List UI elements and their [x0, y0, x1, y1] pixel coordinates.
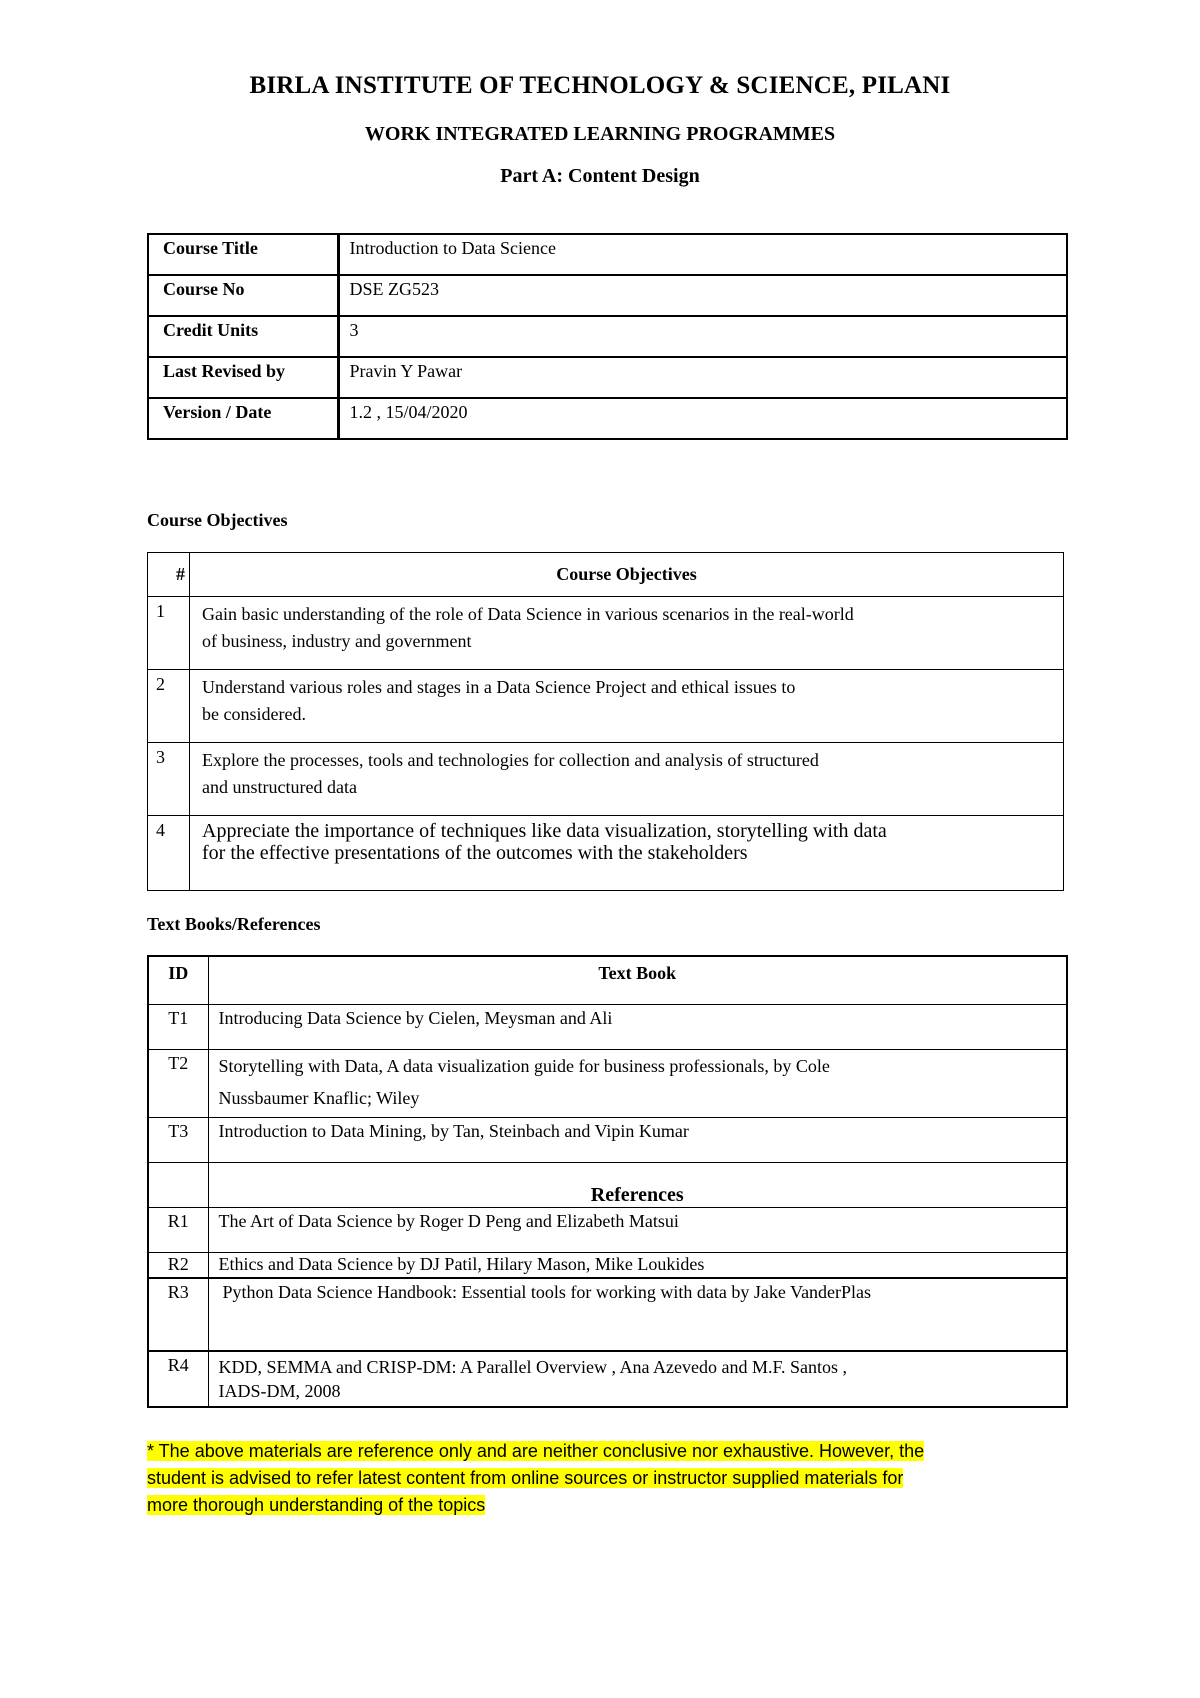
textbooks-heading: Text Books/References	[147, 914, 321, 934]
course-info-row	[148, 234, 1067, 275]
objective-line: and unstructured data	[202, 777, 357, 797]
reference-title: Ethics and Data Science by DJ Patil, Hilary Mason, Mike Loukides	[208, 1252, 1067, 1278]
book-title	[208, 1049, 1067, 1117]
last-revised-label: Last Revised by	[148, 357, 338, 398]
table-row	[148, 1351, 1067, 1407]
objective-line: for the effective presentations of the outcomes with the stakeholders	[202, 842, 748, 864]
table-row	[148, 597, 1064, 670]
objectives-table	[147, 552, 1064, 891]
objective-line: Gain basic understanding of the role of Data Science in various scenarios in the real-world	[202, 604, 854, 624]
note-line: more thorough understanding of the topics	[147, 1495, 486, 1515]
institute-title: BIRLA INSTITUTE OF TECHNOLOGY & SCIENCE, PILANI	[249, 72, 951, 99]
objective-line: Explore the processes, tools and technologies for collection and analysis of structured	[202, 750, 819, 770]
book-title: Introducing Data Science by Cielen, Meysman and Ali	[208, 1004, 1067, 1049]
reference-id: R1	[148, 1207, 208, 1252]
table-row	[148, 670, 1064, 743]
course-title-value: Introduction to Data Science	[338, 234, 1067, 275]
textbook-header: Text Book	[208, 956, 1067, 1004]
objective-text-header: Course Objectives	[190, 553, 1064, 597]
programme-title: WORK INTEGRATED LEARNING PROGRAMMES	[364, 123, 836, 145]
book-title: Introduction to Data Mining, by Tan, Steinbach and Vipin Kumar	[208, 1117, 1067, 1162]
references-header-row	[148, 1162, 1067, 1207]
objective-line: of business, industry and government	[202, 631, 472, 651]
table-row	[148, 816, 1064, 891]
reference-title	[208, 1351, 1067, 1407]
objective-line: Appreciate the importance of techniques like data visualization, storytelling with data	[202, 820, 887, 842]
last-revised-value: Pravin Y Pawar	[338, 357, 1067, 398]
credit-units-label: Credit Units	[148, 316, 338, 357]
objective-number: 2	[148, 670, 190, 743]
objective-number: 1	[148, 597, 190, 670]
table-row	[148, 1004, 1067, 1049]
note-line: student is advised to refer latest content from online sources or instructor supplied materials for	[147, 1468, 904, 1488]
course-info-row	[148, 398, 1067, 439]
objective-text	[190, 816, 1064, 891]
reference-title: Python Data Science Handbook: Essential tools for working with data by Jake VanderPlas	[208, 1278, 1067, 1351]
course-info-row	[148, 316, 1067, 357]
table-header-row	[148, 956, 1067, 1004]
version-date-value: 1.2 , 15/04/2020	[338, 398, 1067, 439]
table-row	[148, 1117, 1067, 1162]
objective-text	[190, 597, 1064, 670]
course-no-value: DSE ZG523	[338, 275, 1067, 316]
reference-id: R4	[148, 1351, 208, 1407]
objective-number: 3	[148, 743, 190, 816]
course-info-row	[148, 275, 1067, 316]
part-title: Part A: Content Design	[500, 165, 700, 187]
references-header: References	[208, 1162, 1067, 1207]
book-id: T2	[148, 1049, 208, 1117]
version-date-label: Version / Date	[148, 398, 338, 439]
reference-id: R3	[148, 1278, 208, 1351]
book-line: Nussbaumer Knaflic; Wiley	[218, 1087, 420, 1108]
book-id: T1	[148, 1004, 208, 1049]
objective-text	[190, 670, 1064, 743]
book-id: T3	[148, 1117, 208, 1162]
objective-line: be considered.	[202, 704, 306, 724]
empty-cell	[148, 1162, 208, 1207]
course-info-table	[147, 233, 1068, 440]
course-info-row	[148, 357, 1067, 398]
note-line: * The above materials are reference only and are neither conclusive nor exhaustive. However, the	[147, 1441, 925, 1461]
table-header-row	[148, 553, 1064, 597]
course-title-label: Course Title	[148, 234, 338, 275]
reference-line: IADS-DM, 2008	[218, 1381, 341, 1401]
reference-title: The Art of Data Science by Roger D Peng and Elizabeth Matsui	[208, 1207, 1067, 1252]
book-line: Storytelling with Data, A data visualization guide for business professionals, by Cole	[218, 1055, 830, 1076]
objective-line: Understand various roles and stages in a Data Science Project and ethical issues to	[202, 677, 796, 697]
table-row	[148, 1252, 1067, 1278]
reference-id: R2	[148, 1252, 208, 1278]
credit-units-value: 3	[338, 316, 1067, 357]
reference-line: KDD, SEMMA and CRISP-DM: A Parallel Overview , Ana Azevedo and M.F. Santos ,	[218, 1357, 848, 1377]
table-row	[148, 1207, 1067, 1252]
objective-text	[190, 743, 1064, 816]
table-row	[148, 743, 1064, 816]
disclaimer-note	[147, 1438, 1047, 1519]
objective-number: 4	[148, 816, 190, 891]
objective-number-header: #	[148, 553, 190, 597]
id-header: ID	[148, 956, 208, 1004]
objectives-heading: Course Objectives	[147, 510, 288, 530]
course-no-label: Course No	[148, 275, 338, 316]
textbooks-table	[147, 955, 1068, 1408]
table-row	[148, 1278, 1067, 1351]
table-row	[148, 1049, 1067, 1117]
